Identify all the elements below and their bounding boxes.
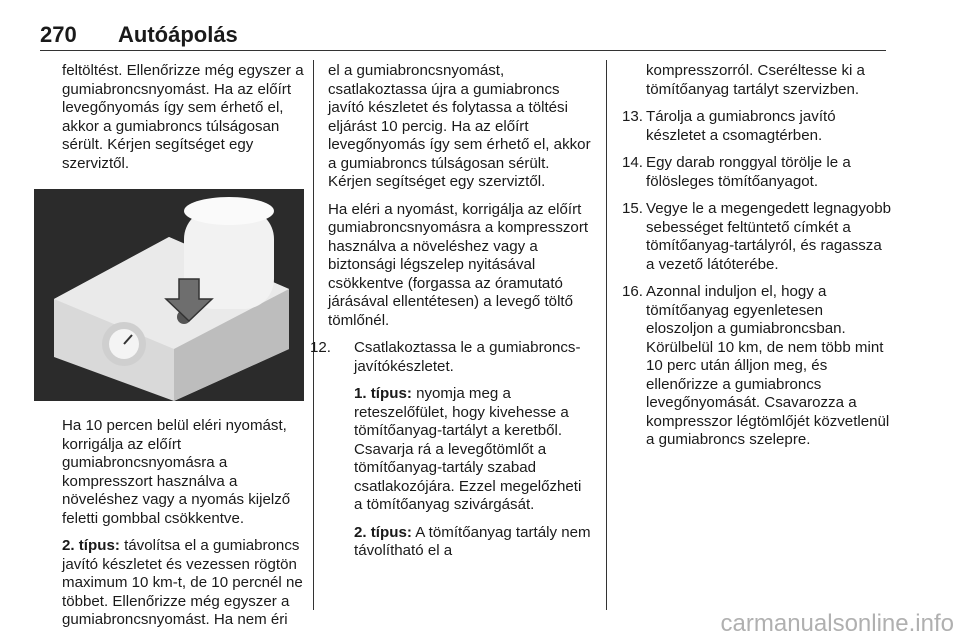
list-item-number: 12. <box>310 339 331 356</box>
type-label: 2. típus: <box>62 537 120 554</box>
paragraph <box>354 524 593 561</box>
column-1 <box>62 62 307 639</box>
repair-kit-illustration <box>34 189 279 401</box>
list-item <box>622 283 892 450</box>
type-label: 2. típus: <box>354 523 412 541</box>
list-item-number: 14. <box>622 154 643 171</box>
list-item-number: 16. <box>622 283 643 300</box>
list-item-text: Csatlakoztassa le a gumiabroncs-javítókészletet. <box>354 339 581 375</box>
paragraph-text: távolítsa el a gumiabroncs javító készletet és vezessen rögtön maximum 10 km-t, de 10 percnél ne többet. Ellenőrizze még egyszer a gumiabroncsnyomást. Ha nem éri <box>62 537 303 628</box>
list-item-text: Azonnal induljon el, hogy a tömítőanyag egyenletesen eloszoljon a gumiabroncsban. Körülbelül 10 km, de nem több mint 10 perc után álljon meg, és ellenőrizze a gumiabroncs levegőnyomását. Csavarozza a kompresszor légtömlőjét közvetlenül a gumiabroncs szelepre. <box>646 283 890 448</box>
paragraph-text: A tömítőanyag tartály nem távolítható el a <box>354 523 591 559</box>
paragraph: feltöltést. Ellenőrizze még egyszer a gumiabroncsnyomást. Ha az előírt levegőnyomás így sem érhető el, akkor a gumiabroncs túlságosan sérült. Kérjen segítséget egy szerviztől. <box>62 62 304 172</box>
paragraph: kompresszorról. Cseréltesse ki a tömítőanyag tartályt szervizben. <box>646 62 865 98</box>
column-divider-1 <box>313 60 314 610</box>
compressor-illustration <box>34 189 304 401</box>
header-divider <box>40 50 886 51</box>
page-header <box>40 22 886 52</box>
column-2 <box>310 62 593 570</box>
list-item <box>310 339 593 376</box>
page-number: 270 <box>40 22 77 47</box>
watermark: carmanualsonline.info <box>720 610 954 637</box>
paragraph <box>62 537 307 630</box>
list-item-text: Tárolja a gumiabroncs javító készletet a csomagtérben. <box>646 108 836 144</box>
column-divider-2 <box>606 60 607 610</box>
list-item <box>622 108 892 145</box>
paragraph-text: nyomja meg a reteszelőfület, hogy kivehesse a tömítőanyag-tartályt a keretből. Csavarja rá a levegőtömlőt a tömítőanyag-tartály szabad csatlakozójára. Ezzel megelőzheti a tömítőanyag szivárgását. <box>354 385 582 513</box>
list-item-text: Egy darab ronggyal törölje le a fölösleges tömítőanyagot. <box>646 154 851 190</box>
paragraph: Ha 10 percen belül eléri nyomást, korrigálja az előírt gumiabroncsnyomásra a kompresszort használva a növeléshez vagy a nyomás kijelző feletti gombbal csökkentve. <box>62 417 291 527</box>
paragraph <box>354 385 593 515</box>
list-item-number: 13. <box>622 108 643 125</box>
column-3 <box>622 62 892 459</box>
list-item <box>622 200 892 274</box>
paragraph: Ha eléri a nyomást, korrigálja az előírt gumiabroncsnyomásra a kompresszort használva a növeléshez vagy a biztonsági légszelep nyitásával csökkentve (forgassa az óramutató járásával ellentétesen) a levegő töltő tömlőnél. <box>328 200 589 329</box>
list-item <box>622 154 892 191</box>
list-item-text: Vegye le a megengedett legnagyobb sebességet feltüntető címkét a tömítőanyag-tartályról, és ragassza a vezető látóterébe. <box>646 200 892 273</box>
page-title: Autóápolás <box>118 22 238 47</box>
type-label: 1. típus: <box>354 385 412 402</box>
list-item-number: 15. <box>622 200 643 217</box>
paragraph: el a gumiabroncsnyomást, csatlakoztassa újra a gumiabroncs javító készletet és folytassa a töltési eljárást 10 percig. Ha az előírt levegőnyomás így sem érhető el, akkor a gumiabroncs túlságosan sérült. Kérjen segítséget egy szerviztől. <box>328 62 591 190</box>
